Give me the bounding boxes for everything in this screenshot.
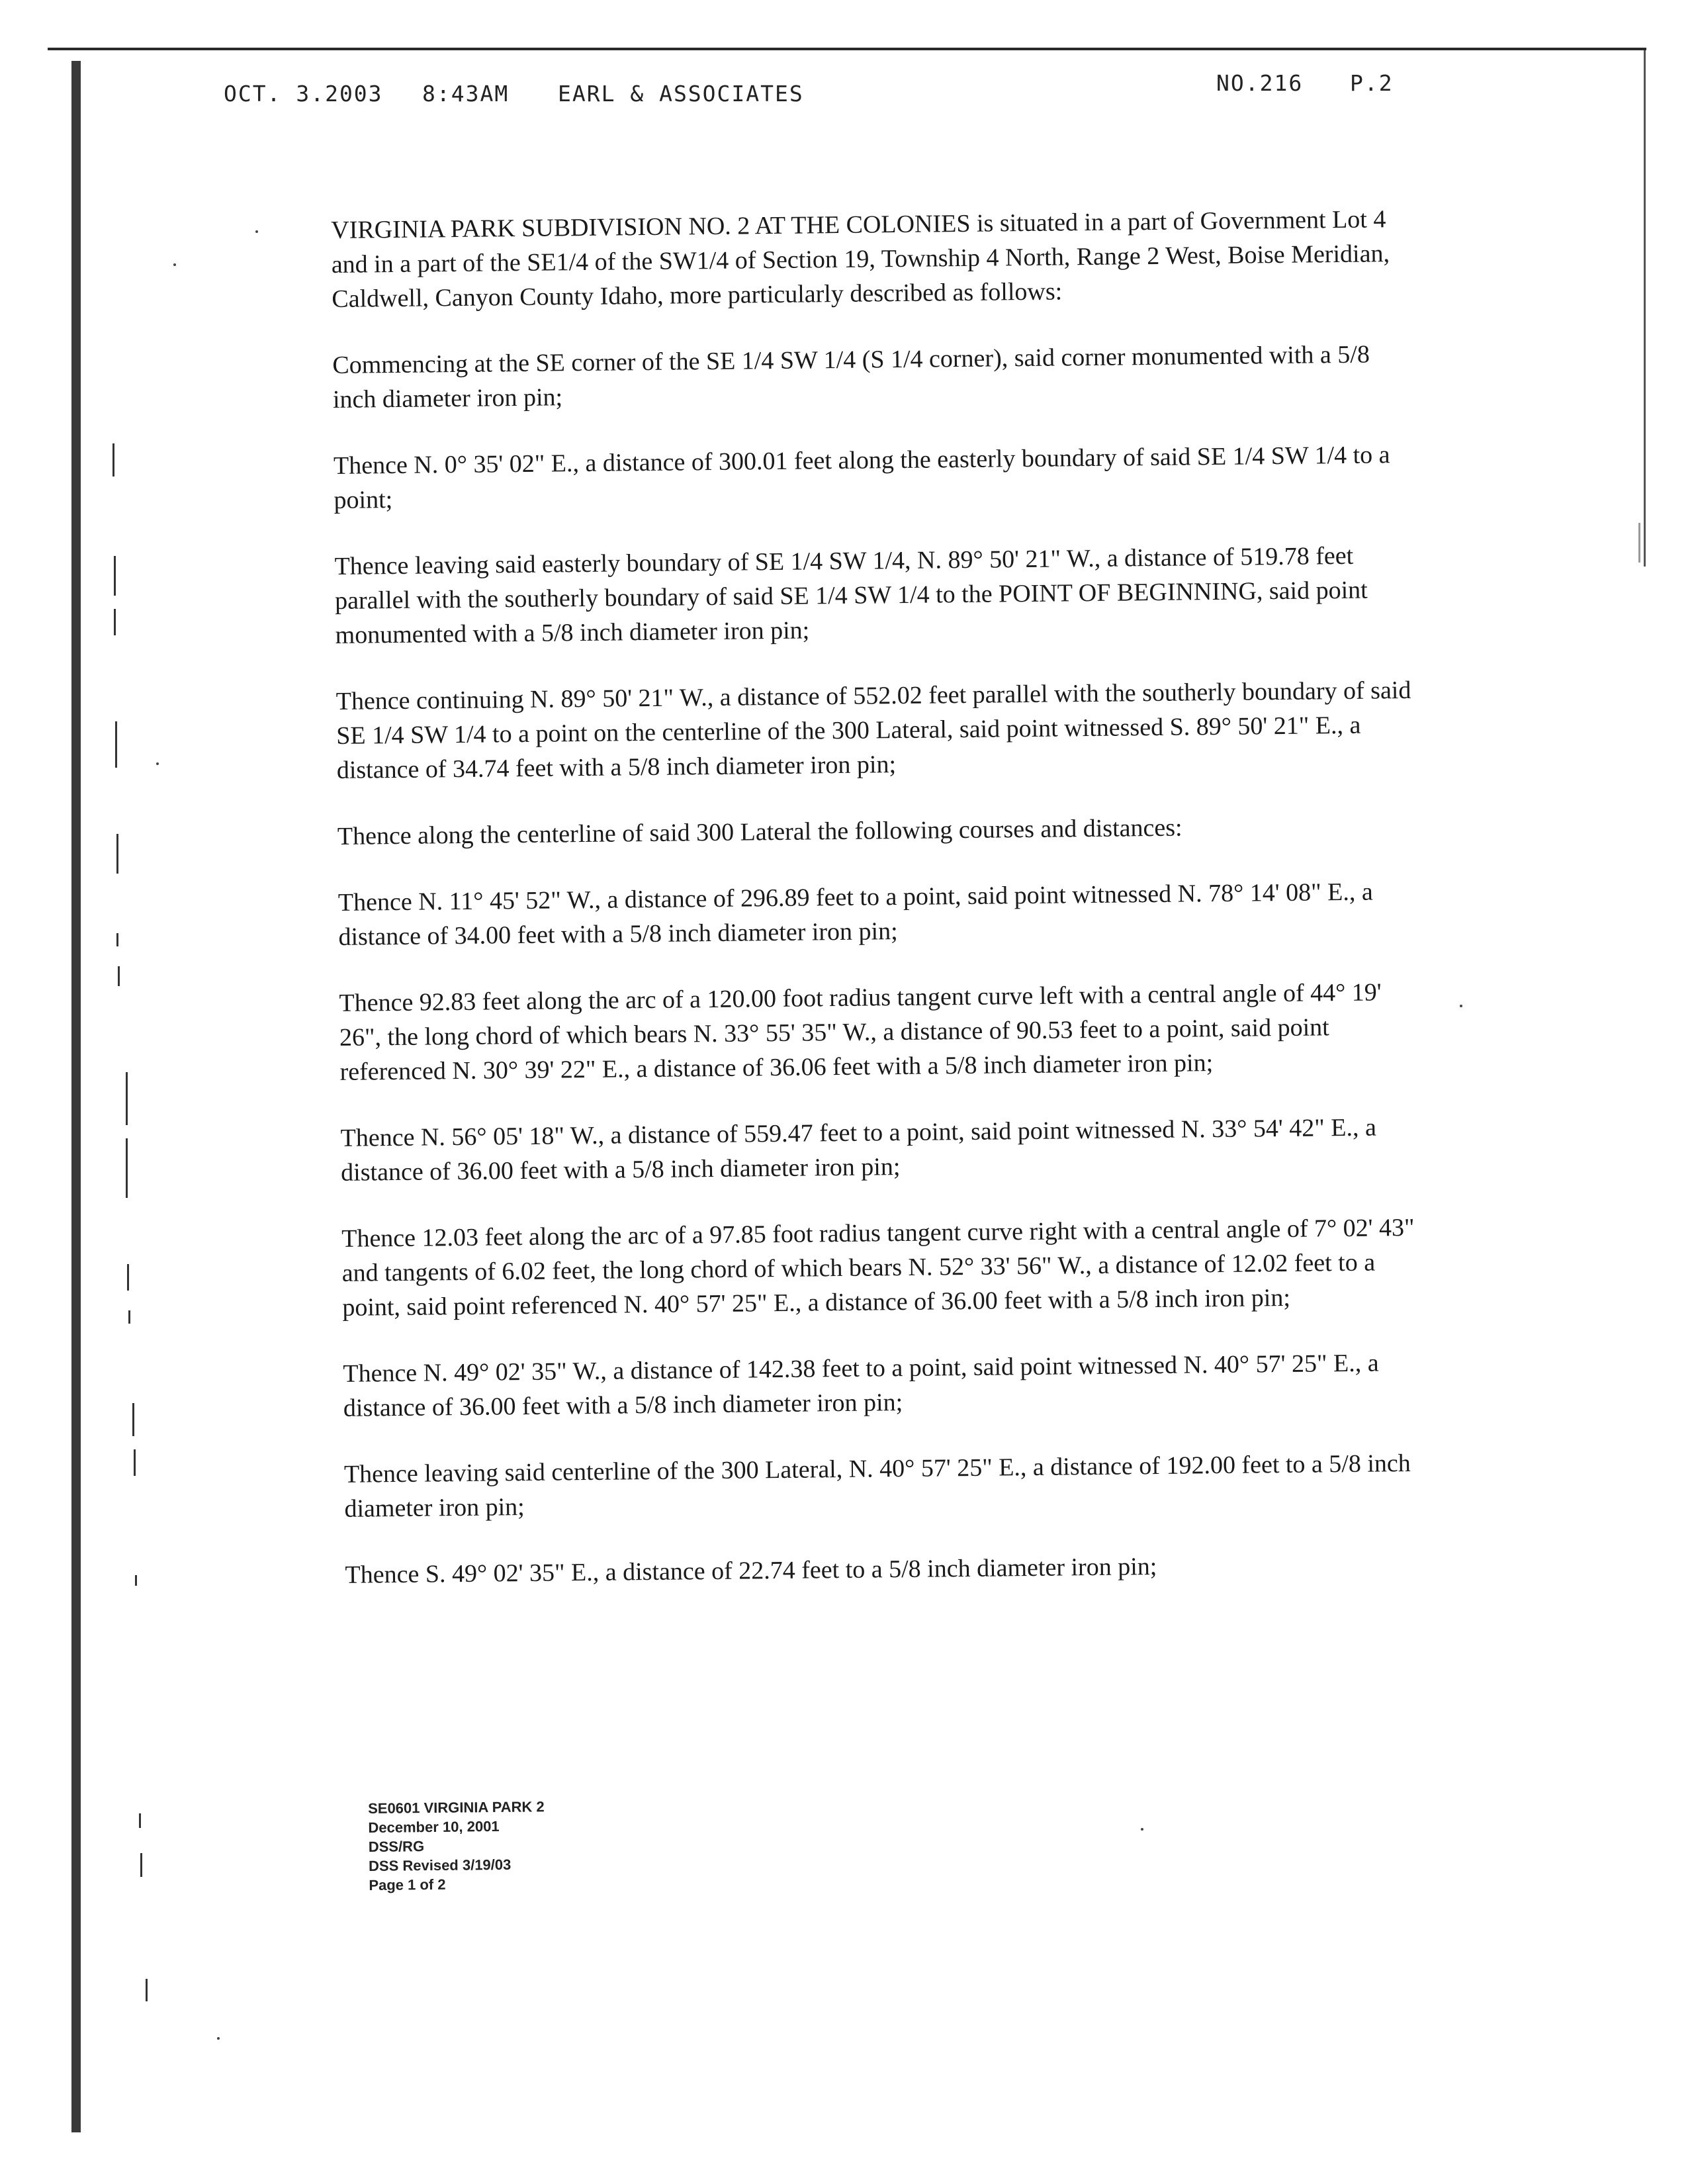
paragraph: Thence continuing N. 89° 50' 21" W., a distance of 552.02 feet parallel with the southerly boundary of said SE 1/4 SW 1/4 to a point on the centerline of the 300 Lateral, said point witnessed S. 89° 50' 21" E., a distance of 34.74 feet with a 5/8 inch diameter iron pin; xyxy=(335,676,1411,784)
scan-mark xyxy=(134,1449,136,1476)
paragraph: Thence along the centerline of said 300 Lateral the following courses and distances: xyxy=(337,813,1182,850)
scan-speck xyxy=(1141,1828,1143,1831)
scan-mark xyxy=(127,1264,129,1291)
paragraph: Commencing at the SE corner of the SE 1/4 SW 1/4 (S 1/4 corner), said corner monumented with a 5/8 inch diameter iron pin; xyxy=(332,340,1370,414)
legal-description xyxy=(331,202,1431,1599)
fax-page: P.2 xyxy=(1350,70,1394,96)
footer-file: SE0601 VIRGINIA PARK 2 xyxy=(368,1798,545,1817)
fax-date: OCT. 3.2003 xyxy=(224,81,383,107)
paragraph: Thence 92.83 feet along the arc of a 120.00 foot radius tangent curve left with a central angle of 44° 19' 26", the long chord of which bears N. 33° 55' 35" W., a distance of 90.53 feet to a point, said point referenced N. 30° 39' 22" E., a distance of 36.06 feet with a 5/8 inch diameter iron pin; xyxy=(339,978,1382,1086)
fax-number: NO.216 xyxy=(1216,70,1304,96)
subdivision-name: VIRGINIA PARK SUBDIVISION NO. 2 AT THE COLONIES xyxy=(331,209,971,244)
scan-mark xyxy=(135,1575,137,1586)
footer-revised: DSS Revised 3/19/03 xyxy=(368,1856,512,1874)
scan-speck xyxy=(156,762,159,765)
paragraph: Thence S. 49° 02' 35" E., a distance of 22.74 feet to a 5/8 inch diameter iron pin; xyxy=(345,1553,1157,1589)
scan-border-left xyxy=(71,61,81,2132)
document-footer xyxy=(368,1797,545,1895)
footer-page: Page 1 of 2 xyxy=(369,1876,446,1893)
scan-mark xyxy=(114,556,116,596)
scan-mark xyxy=(116,834,118,874)
paragraph: Thence 12.03 feet along the arc of a 97.85 foot radius tangent curve right with a central angle of 7° 02' 43" and tangents of 6.02 feet, the long chord of which bears N. 52° 33' 56" W., a distance of 12.02 feet to a point, said point referenced N. 40° 57' 25" E., a distance of 36.00 feet with a 5/8 inch iron pin; xyxy=(341,1213,1415,1322)
scan-mark xyxy=(118,966,120,986)
scan-speck xyxy=(217,2037,220,2040)
fax-time: 8:43AM xyxy=(422,81,510,107)
scan-speck xyxy=(173,263,176,266)
scan-border-right xyxy=(1644,50,1646,567)
footer-date: December 10, 2001 xyxy=(368,1817,500,1836)
paragraph: Thence N. 56° 05' 18" W., a distance of 559.47 feet to a point, said point witnessed N. 33° 54' 42" E., a distance of 36.00 feet with a 5/8 inch diameter iron pin; xyxy=(340,1113,1377,1187)
footer-initials: DSS/RG xyxy=(368,1838,425,1855)
scan-mark xyxy=(1638,523,1640,563)
paragraph: Thence N. 11° 45' 52" W., a distance of 296.89 feet to a point, said point witnessed N. 78° 14' 08" E., a distance of 34.00 feet with a 5/8 inch diameter iron pin; xyxy=(337,878,1373,951)
scan-mark xyxy=(146,1979,148,2001)
scan-speck xyxy=(1460,1005,1462,1007)
scan-mark xyxy=(140,1853,142,1877)
scan-mark xyxy=(128,1310,130,1324)
scan-mark xyxy=(126,1138,128,1198)
intro-paragraph xyxy=(331,202,1417,316)
scan-mark xyxy=(114,609,116,635)
scan-mark xyxy=(126,1072,128,1125)
scan-mark xyxy=(132,1403,134,1436)
scan-border-top xyxy=(48,48,1646,50)
paragraph: Thence leaving said centerline of the 300 Lateral, N. 40° 57' 25" E., a distance of 192.00 feet to a 5/8 inch diameter iron pin; xyxy=(343,1449,1411,1523)
paragraph: Thence leaving said easterly boundary of SE 1/4 SW 1/4, N. 89° 50' 21" W., a distance of 519.78 feet parallel with the southerly boundary of said SE 1/4 SW 1/4 to the POINT OF BEGINNING, said point monumented with a 5/8 inch diameter iron pin; xyxy=(334,541,1368,649)
fax-sender: EARL & ASSOCIATES xyxy=(558,81,804,107)
scan-mark xyxy=(112,443,114,477)
scan-speck xyxy=(255,230,258,233)
scan-mark xyxy=(115,721,117,768)
intro-text: is situated in a part of Government Lot 4 and in a part of the SE1/4 of the SW1/4 of Section 19, Township 4 North, Range 2 West, Boise Meridian, Caldwell, Canyon County Idaho, more particularly described as follows: xyxy=(331,205,1390,313)
scan-mark xyxy=(116,933,118,946)
scan-mark xyxy=(139,1813,141,1828)
paragraph: Thence N. 0° 35' 02" E., a distance of 300.01 feet along the easterly boundary of said SE 1/4 SW 1/4 to a point; xyxy=(333,441,1390,514)
paragraph: Thence N. 49° 02' 35" W., a distance of 142.38 feet to a point, said point witnessed N. 40° 57' 25" E., a distance of 36.00 feet with a 5/8 inch diameter iron pin; xyxy=(343,1349,1379,1422)
